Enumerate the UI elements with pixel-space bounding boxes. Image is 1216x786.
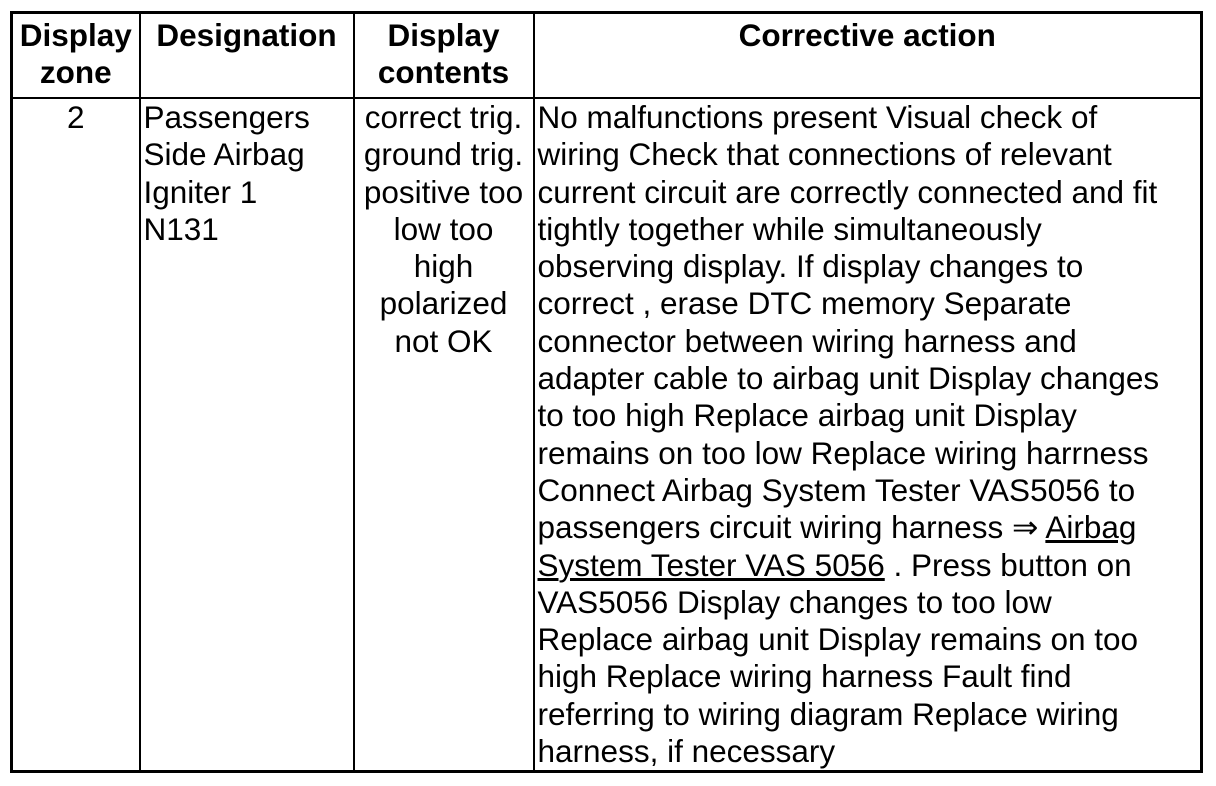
action-line-with-link — [538, 509, 1198, 546]
action-text: passengers circuit wiring harness ⇒ — [537, 509, 1046, 546]
header-display-zone-line: zone — [39, 54, 112, 90]
action-text: . Press button on — [884, 546, 1132, 583]
airbag-tester-link[interactable]: Airbag — [1045, 509, 1137, 546]
table-row — [12, 98, 1202, 772]
action-line: tightly together while simultaneously — [537, 210, 1042, 247]
header-display-contents-line: Display — [387, 17, 500, 53]
contents-line: high — [413, 248, 474, 285]
cell-display-contents — [354, 98, 534, 772]
header-display-zone-line: Display — [19, 17, 132, 53]
action-line: to too high Replace airbag unit Display — [537, 397, 1077, 434]
action-line: adapter cable to airbag unit Display changes — [537, 360, 1160, 397]
action-line: remains on too low Replace wiring harrness — [537, 434, 1149, 471]
action-line: VAS5056 Display changes to too low — [537, 583, 1052, 620]
header-display-zone — [12, 13, 140, 99]
contents-line: polarized — [379, 285, 508, 322]
header-corrective-action — [534, 13, 1202, 99]
action-line: referring to wiring diagram Replace wiring — [537, 695, 1119, 732]
contents-line: not OK — [394, 322, 493, 359]
designation-line: N131 — [143, 210, 219, 247]
header-corrective-action-line: Corrective action — [738, 17, 996, 53]
action-line: Replace airbag unit Display remains on too — [537, 621, 1139, 658]
header-display-contents — [354, 13, 534, 99]
action-line: connector between wiring harness and — [537, 322, 1077, 359]
action-line: observing display. If display changes to — [537, 248, 1084, 285]
cell-corrective-action — [534, 98, 1202, 772]
action-line: current circuit are correctly connected and fit — [537, 173, 1158, 210]
airbag-tester-link[interactable]: System Tester VAS 5056 — [537, 546, 885, 583]
contents-line: low too — [393, 210, 494, 247]
designation-line: Passengers — [143, 99, 310, 135]
action-line: high Replace wiring harness Fault find — [537, 658, 1072, 695]
action-line-with-link — [538, 547, 1198, 584]
header-display-contents-line: contents — [377, 54, 510, 90]
header-row — [12, 13, 1202, 99]
designation-line: Igniter 1 — [143, 173, 258, 210]
action-line: correct , erase DTC memory Separate — [537, 285, 1072, 322]
cell-display-zone: 2 — [12, 98, 140, 772]
fault-table — [10, 11, 1203, 773]
header-designation — [140, 13, 354, 99]
contents-line: ground trig. — [363, 136, 524, 173]
cell-designation — [140, 98, 354, 772]
action-line: wiring Check that connections of relevant — [537, 136, 1112, 173]
action-line: harness, if necessary — [537, 733, 836, 770]
action-line: No malfunctions present Visual check of — [537, 99, 1098, 135]
header-designation-line: Designation — [156, 17, 337, 53]
action-line: Connect Airbag System Tester VAS5056 to — [537, 471, 1136, 508]
designation-line: Side Airbag — [143, 136, 305, 173]
contents-line: correct trig. — [364, 99, 523, 135]
contents-line: positive too — [363, 173, 524, 210]
